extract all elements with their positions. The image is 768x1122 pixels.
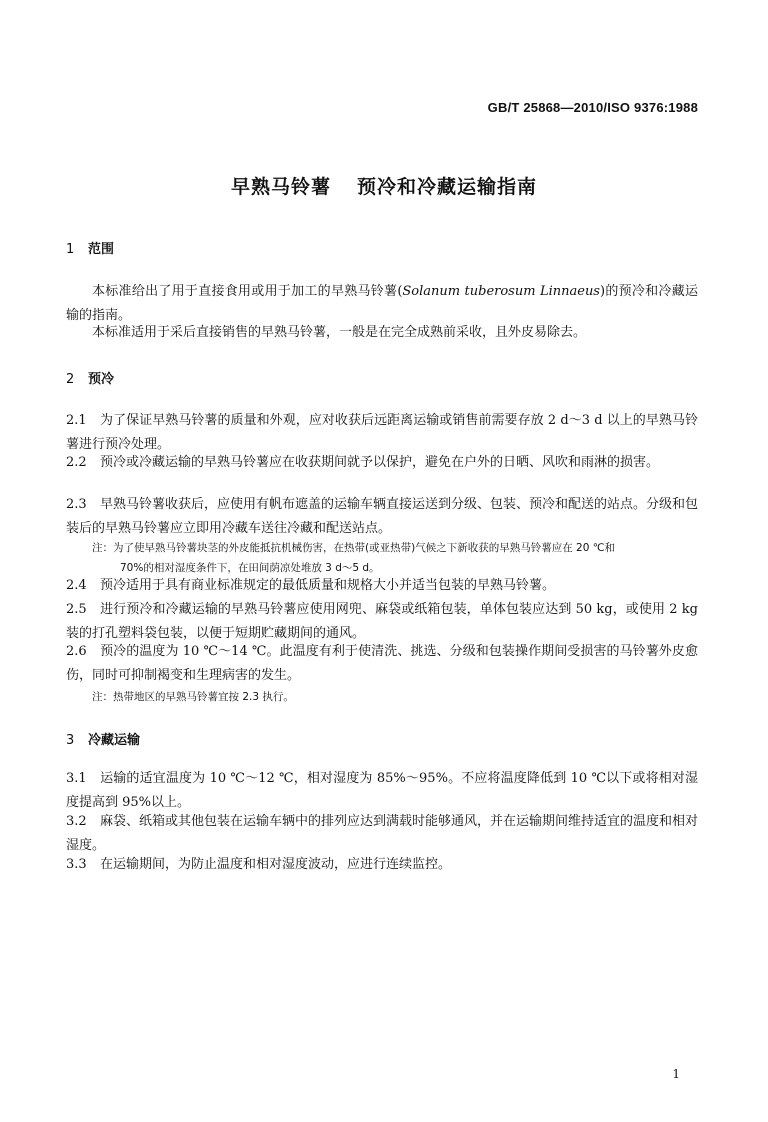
- scope-text-b: )的预冷和冷藏运输的指南。: [66, 284, 698, 323]
- section-title: 冷藏运输: [88, 733, 141, 748]
- clause-number: 2.1: [66, 413, 87, 428]
- clause-number: 2.6: [66, 644, 87, 659]
- section-1-heading: [66, 238, 114, 257]
- clause-number: 3.3: [66, 857, 87, 872]
- latin-name: Solanum tuberosum Linnaeus: [402, 284, 600, 299]
- title-part-2: 预冷和冷藏运输指南: [357, 176, 538, 198]
- clause-number: 2.5: [66, 602, 87, 617]
- clause-text: 预冷或冷藏运输的早熟马铃薯应在收获期间就予以保护，避免在户外的日晒、风吹和雨淋的损害。: [100, 455, 660, 470]
- clause-2-3: [66, 493, 698, 541]
- scope-text-a: 本标准给出了用于直接食用或用于加工的早熟马铃薯(: [92, 284, 403, 299]
- clause-3-2: [66, 810, 698, 858]
- note-line-2: 70%的相对湿度条件下，在田间荫凉处堆放 3 d～5 d。: [120, 562, 380, 574]
- clause-text: 早熟马铃薯收获后，应使用有帆布遮盖的运输车辆直接运送到分级、包装、预冷和配送的站点。分级和包装后的早熟马铃薯应立即用冷藏车送往冷藏和配送站点。: [66, 497, 699, 536]
- clause-2-4: [66, 574, 698, 598]
- clause-text: 预冷适用于具有商业标准规定的最低质量和规格大小并适当包装的早熟马铃薯。: [100, 578, 556, 593]
- clause-text: 运输的适宜温度为 10 ℃～12 ℃，相对湿度为 85%～95%。不应将温度降低到 10 ℃以下或将相对湿度提高到 95%以上。: [66, 771, 698, 810]
- clause-2-2: [66, 451, 698, 475]
- clause-number: 2.3: [66, 497, 87, 512]
- clause-2-6: [66, 640, 698, 688]
- clause-number: 2.2: [66, 455, 87, 470]
- scope-paragraph-2: 本标准适用于采后直接销售的早熟马铃薯，一般是在完全成熟前采收，且外皮易除去。: [92, 325, 587, 340]
- clause-text: 在运输期间，为防止温度和相对湿度波动，应进行连续监控。: [100, 857, 452, 872]
- title-part-1: 早熟马铃薯: [230, 176, 331, 198]
- section-title: 范围: [88, 242, 115, 257]
- clause-text: 为了保证早熟马铃薯的质量和外观，应对收获后远距离运输或销售前需要存放 2 d～3 d 以上的早熟马铃薯进行预冷处理。: [66, 413, 698, 452]
- section-3-heading: [66, 729, 140, 748]
- clause-text: 麻袋、纸箱或其他包装在运输车辆中的排列应达到满载时能够通风，并在运输期间维持适宜的温度和相对湿度。: [66, 814, 699, 853]
- section-number: 3: [66, 733, 75, 748]
- clause-text: 预冷的温度为 10 ℃～14 ℃。此温度有利于使清洗、挑选、分级和包装操作期间受损害的马铃薯外皮愈伤，同时可抑制褐变和生理病害的发生。: [66, 644, 698, 683]
- clause-2-1: [66, 409, 698, 457]
- section-title: 预冷: [88, 372, 115, 387]
- clause-number: 3.1: [66, 771, 87, 786]
- note-2-3: [92, 538, 698, 578]
- section-number: 2: [66, 372, 75, 387]
- clause-3-1: [66, 767, 698, 815]
- clause-2-5: [66, 598, 698, 646]
- clause-3-3: [66, 853, 698, 877]
- clause-number: 2.4: [66, 578, 87, 593]
- note-line-1: 注：为了使早熟马铃薯块茎的外皮能抵抗机械伤害，在热带(或亚热带)气候之下新收获的早熟马铃薯应在 20 ℃和: [92, 542, 616, 554]
- page-title: [0, 172, 768, 199]
- page-number: 1: [672, 1067, 680, 1081]
- clause-number: 3.2: [66, 814, 87, 829]
- note-2-6: 注：热带地区的早熟马铃薯宜按 2.3 执行。: [92, 691, 294, 703]
- clause-text: 进行预冷和冷藏运输的早熟马铃薯应使用网兜、麻袋或纸箱包装，单体包装应达到 50 kg，或使用 2 kg 装的打孔塑料袋包装，以便于短期贮藏期间的通风。: [66, 602, 698, 641]
- section-2-heading: [66, 368, 114, 387]
- section-number: 1: [66, 242, 75, 257]
- standard-code-header: GB/T 25868—2010/ISO 9376:1988: [487, 100, 698, 115]
